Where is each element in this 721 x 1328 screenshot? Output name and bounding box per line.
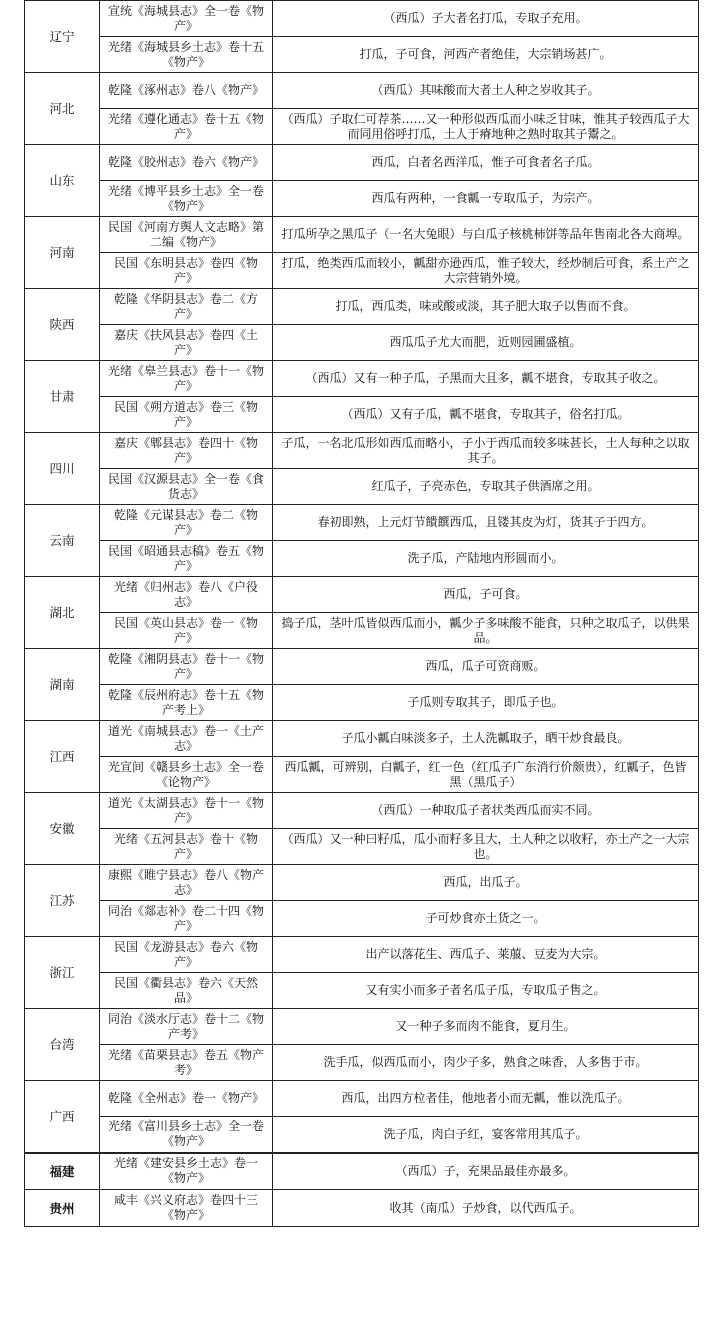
table-row (25, 361, 699, 397)
description-cell: 西瓜瓤，可辨别，白瓤子，红一色（红瓜子广东消行价颇贵），红瓤子，色皆黑（黑瓜子） (273, 757, 699, 793)
source-cell: 乾隆《胶州志》卷六《物产》 (100, 145, 273, 181)
source-cell: 光绪《博平县乡土志》全一卷《物产》 (100, 181, 273, 217)
province-cell: 贵州 (25, 1190, 100, 1227)
description-cell: 打瓜，子可食，河西产者绝佳，大宗销场甚广。 (273, 37, 699, 73)
table-row (25, 829, 699, 865)
table-row (25, 505, 699, 541)
source-cell: 乾隆《湘阴县志》卷十一《物产》 (100, 649, 273, 685)
source-cell: 乾隆《辰州府志》卷十五《物产考上》 (100, 685, 273, 721)
source-cell: 光绪《海城县乡土志》卷十五《物产》 (100, 37, 273, 73)
province-cell: 云南 (25, 505, 100, 577)
table-row (25, 793, 699, 829)
province-cell: 浙江 (25, 937, 100, 1009)
source-cell: 光绪《遵化通志》卷十五《物产》 (100, 109, 273, 145)
province-cell: 江西 (25, 721, 100, 793)
description-cell: 红瓜子，子亮赤色，专取其子供酒席之用。 (273, 469, 699, 505)
description-cell: 子瓜则专取其子，即瓜子也。 (273, 685, 699, 721)
table-row (25, 37, 699, 73)
province-cell: 甘肃 (25, 361, 100, 433)
source-cell: 民国《衢县志》卷六《天然品》 (100, 973, 273, 1009)
table-row (25, 577, 699, 613)
table-row (25, 217, 699, 253)
table-row (25, 433, 699, 469)
province-cell: 湖北 (25, 577, 100, 649)
source-cell: 光绪《皋兰县志》卷十一《物产》 (100, 361, 273, 397)
source-cell: 嘉庆《扶风县志》卷四《土产》 (100, 325, 273, 361)
table-row (25, 721, 699, 757)
table-row (25, 253, 699, 289)
source-cell: 民国《东明县志》卷四《物产》 (100, 253, 273, 289)
description-cell: 洗手瓜，似西瓜而小，肉少子多，熟食之味香，人多售于市。 (273, 1045, 699, 1081)
source-cell: 光绪《建安县乡土志》卷一《物产》 (100, 1153, 273, 1190)
source-cell: 光绪《苗栗县志》卷五《物产考》 (100, 1045, 273, 1081)
table-row (25, 685, 699, 721)
province-cell: 山东 (25, 145, 100, 217)
table-row (25, 865, 699, 901)
source-cell: 道光《太湖县志》卷十一《物产》 (100, 793, 273, 829)
table-row (25, 973, 699, 1009)
table-row (25, 469, 699, 505)
description-cell: （西瓜）一种取瓜子者状类西瓜而实不同。 (273, 793, 699, 829)
source-cell: 乾隆《涿州志》卷八《物产》 (100, 73, 273, 109)
description-cell: （西瓜）子，充果品最佳亦最多。 (273, 1153, 699, 1190)
table-row (25, 613, 699, 649)
province-cell: 福建 (25, 1153, 100, 1190)
province-cell: 陕西 (25, 289, 100, 361)
source-cell: 光绪《富川县乡土志》全一卷《物产》 (100, 1117, 273, 1153)
source-cell: 民国《英山县志》卷一《物产》 (100, 613, 273, 649)
description-cell: （西瓜）子大者名打瓜，专取子充用。 (273, 1, 699, 37)
description-cell: 打瓜所孕之黑瓜子（一名大兔眼）与白瓜子核桃柿饼等品年售南北各大商埠。 (273, 217, 699, 253)
table-row (25, 1190, 699, 1227)
description-cell: 子瓜，一名北瓜形如西瓜而略小，子小于西瓜而较多味甚长，土人每种之以取其子。 (273, 433, 699, 469)
source-cell: 光宣间《赣县乡土志》全一卷《论物产》 (100, 757, 273, 793)
source-cell: 同治《郯志补》卷二十四《物产》 (100, 901, 273, 937)
description-cell: （西瓜）其味酸而大者土人种之岁收其子。 (273, 73, 699, 109)
description-cell: 西瓜，出瓜子。 (273, 865, 699, 901)
source-cell: 光绪《五河县志》卷十《物产》 (100, 829, 273, 865)
table-row (25, 937, 699, 973)
table-body (25, 1, 699, 1227)
table-row (25, 1009, 699, 1045)
description-cell: 子瓜小瓤白味淡多子，土人洗瓤取子，晒干炒食最良。 (273, 721, 699, 757)
table-row (25, 181, 699, 217)
local-gazetteer-table (24, 0, 699, 1227)
source-cell: 民国《河南方舆人文志略》第二编《物产》 (100, 217, 273, 253)
table-row (25, 1117, 699, 1153)
table-row (25, 1081, 699, 1117)
table-row (25, 757, 699, 793)
description-cell: 西瓜，出四方柆者佳，他地者小而无瓤，惟以洗瓜子。 (273, 1081, 699, 1117)
description-cell: 又有实小而多子者名瓜子瓜，专取瓜子售之。 (273, 973, 699, 1009)
source-cell: 康熙《睢宁县志》卷八《物产志》 (100, 865, 273, 901)
description-cell: 西瓜瓜子尤大而肥，近则园圃盛植。 (273, 325, 699, 361)
province-cell: 安徽 (25, 793, 100, 865)
description-cell: 收其（南瓜）子炒食，以代西瓜子。 (273, 1190, 699, 1227)
description-cell: 打瓜，西瓜类，味或酸或淡，其子肥大取子以售而不食。 (273, 289, 699, 325)
description-cell: 洗子瓜，产陆地内形圆而小。 (273, 541, 699, 577)
province-cell: 河北 (25, 73, 100, 145)
table-row (25, 649, 699, 685)
table-row (25, 1153, 699, 1190)
source-cell: 乾隆《元谋县志》卷二《物产》 (100, 505, 273, 541)
source-cell: 光绪《归州志》卷八《户役志》 (100, 577, 273, 613)
description-cell: 捣子瓜，茎叶瓜皆似西瓜而小，瓤少子多味酸不能食，只种之取瓜子，以供果品。 (273, 613, 699, 649)
description-cell: （西瓜）子取仁可荐茶……又一种形似西瓜而小味乏甘味，惟其子较西瓜子大而同用俗呼打瓜，土人于瘠地种之熟时取其子鬻之。 (273, 109, 699, 145)
description-cell: 西瓜，瓜子可资商贩。 (273, 649, 699, 685)
province-cell: 辽宁 (25, 1, 100, 73)
description-cell: 西瓜，子可食。 (273, 577, 699, 613)
description-cell: 出产以落花生、西瓜子、莱菔、豆麦为大宗。 (273, 937, 699, 973)
province-cell: 湖南 (25, 649, 100, 721)
table-row (25, 109, 699, 145)
source-cell: 民国《汉源县志》全一卷《食货志》 (100, 469, 273, 505)
province-cell: 江苏 (25, 865, 100, 937)
source-cell: 咸丰《兴义府志》卷四十三《物产》 (100, 1190, 273, 1227)
description-cell: 西瓜有两种，一食瓤一专取瓜子，为宗产。 (273, 181, 699, 217)
source-cell: 嘉庆《郫县志》卷四十《物产》 (100, 433, 273, 469)
table-row (25, 1, 699, 37)
source-cell: 民国《朔方道志》卷三《物产》 (100, 397, 273, 433)
source-cell: 宣统《海城县志》全一卷《物产》 (100, 1, 273, 37)
source-cell: 民国《龙游县志》卷六《物产》 (100, 937, 273, 973)
description-cell: 春初即熟，上元灯节饋饌西瓜，且镂其皮为灯，货其子于四方。 (273, 505, 699, 541)
description-cell: （西瓜）又有子瓜，瓤不堪食，专取其子，俗名打瓜。 (273, 397, 699, 433)
description-cell: 西瓜，白者名西洋瓜，惟子可食者名子瓜。 (273, 145, 699, 181)
source-cell: 乾隆《全州志》卷一《物产》 (100, 1081, 273, 1117)
province-cell: 台湾 (25, 1009, 100, 1081)
table-row (25, 397, 699, 433)
description-cell: 又一种子多而肉不能食，夏月生。 (273, 1009, 699, 1045)
description-cell: 洗子瓜，肉白子红，宴客常用其瓜子。 (273, 1117, 699, 1153)
table-row (25, 901, 699, 937)
province-cell: 四川 (25, 433, 100, 505)
table-row (25, 73, 699, 109)
table-row (25, 145, 699, 181)
source-cell: 乾隆《华阴县志》卷二《方产》 (100, 289, 273, 325)
description-cell: （西瓜）又一种曰籽瓜，瓜小而籽多且大，土人种之以收籽，亦土产之一大宗也。 (273, 829, 699, 865)
source-cell: 同治《淡水厅志》卷十二《物产考》 (100, 1009, 273, 1045)
description-cell: 子可炒食亦土货之一。 (273, 901, 699, 937)
province-cell: 河南 (25, 217, 100, 289)
description-cell: 打瓜，绝类西瓜而较小，瓤甜亦逊西瓜，惟子较大，经炒制后可食，系土产之大宗营销外境。 (273, 253, 699, 289)
table-row (25, 289, 699, 325)
source-cell: 民国《昭通县志稿》卷五《物产》 (100, 541, 273, 577)
table-row (25, 1045, 699, 1081)
source-cell: 道光《南城县志》卷一《土产志》 (100, 721, 273, 757)
description-cell: （西瓜）又有一种子瓜，子黑而大且多，瓤不堪食，专取其子收之。 (273, 361, 699, 397)
table-row (25, 541, 699, 577)
province-cell: 广西 (25, 1081, 100, 1153)
table-row (25, 325, 699, 361)
